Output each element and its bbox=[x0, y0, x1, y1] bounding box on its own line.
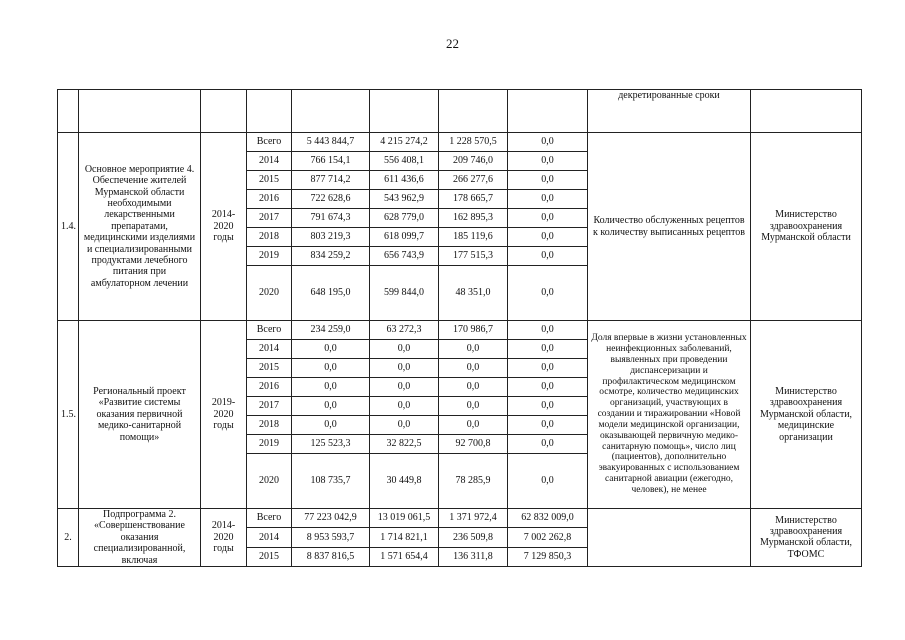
value-cell: 618 099,7 bbox=[370, 228, 439, 247]
total-cell: 8 953 593,7 bbox=[292, 528, 370, 547]
value-cell: 0,0 bbox=[508, 247, 588, 266]
value-cell: 611 436,6 bbox=[370, 171, 439, 190]
value-cell: 162 895,3 bbox=[439, 209, 508, 228]
value-cell: 4 215 274,2 bbox=[370, 133, 439, 152]
total-cell: 722 628,6 bbox=[292, 190, 370, 209]
value-cell: 0,0 bbox=[508, 190, 588, 209]
total-cell: 234 259,0 bbox=[292, 321, 370, 340]
total-cell: 834 259,2 bbox=[292, 247, 370, 266]
value-cell: 185 119,6 bbox=[439, 228, 508, 247]
value-cell: 1 371 972,4 bbox=[439, 509, 508, 528]
total-cell: 766 154,1 bbox=[292, 152, 370, 171]
value-cell: 266 277,6 bbox=[439, 171, 508, 190]
value-cell: 13 019 061,5 bbox=[370, 509, 439, 528]
year-cell: 2020 bbox=[247, 266, 292, 321]
value-cell: 62 832 009,0 bbox=[508, 509, 588, 528]
total-cell: 0,0 bbox=[292, 340, 370, 359]
section-period: 2014-2020 годы bbox=[201, 133, 247, 321]
year-cell: 2018 bbox=[247, 228, 292, 247]
value-cell: 0,0 bbox=[508, 152, 588, 171]
total-cell: 5 443 844,7 bbox=[292, 133, 370, 152]
value-cell: 177 515,3 bbox=[439, 247, 508, 266]
value-cell: 178 665,7 bbox=[439, 190, 508, 209]
year-cell: 2014 bbox=[247, 340, 292, 359]
value-cell: 1 228 570,5 bbox=[439, 133, 508, 152]
value-cell: 1 714 821,1 bbox=[370, 528, 439, 547]
value-cell: 0,0 bbox=[508, 133, 588, 152]
year-cell: Всего bbox=[247, 321, 292, 340]
value-cell: 136 311,8 bbox=[439, 547, 508, 566]
total-cell: 0,0 bbox=[292, 359, 370, 378]
value-cell: 628 779,0 bbox=[370, 209, 439, 228]
value-cell: 32 822,5 bbox=[370, 435, 439, 454]
total-cell: 0,0 bbox=[292, 416, 370, 435]
value-cell: 63 272,3 bbox=[370, 321, 439, 340]
total-cell: 648 195,0 bbox=[292, 266, 370, 321]
value-cell: 0,0 bbox=[508, 359, 588, 378]
value-cell: 170 986,7 bbox=[439, 321, 508, 340]
year-cell: 2020 bbox=[247, 454, 292, 509]
indicator-cell: Доля впервые в жизни установленных неинфекционных заболеваний, выявленных при проведении диспансеризации и профилактическом медицинском осмотре, количество медицинских организаций, участвующих в создании и тиражировании «Новой модели медицинской организации, оказывающей первичную медико-санитарную помощь», число лиц (пациентов), дополнительно эвакуированных с использованием санитарной авиации (ежегодно, человек), не менее bbox=[588, 321, 751, 509]
value-cell: 92 700,8 bbox=[439, 435, 508, 454]
year-cell: 2019 bbox=[247, 435, 292, 454]
value-cell: 0,0 bbox=[370, 340, 439, 359]
value-cell: 543 962,9 bbox=[370, 190, 439, 209]
year-cell: 2016 bbox=[247, 190, 292, 209]
value-cell: 0,0 bbox=[508, 416, 588, 435]
value-cell: 0,0 bbox=[439, 340, 508, 359]
total-cell: 803 219,3 bbox=[292, 228, 370, 247]
value-cell: 0,0 bbox=[508, 435, 588, 454]
year-cell: 2015 bbox=[247, 171, 292, 190]
executor-cell: Министерство здравоохранения Мурманской области, ТФОМС bbox=[751, 509, 862, 567]
executor-cell: Министерство здравоохранения Мурманской области, медицинские организации bbox=[751, 321, 862, 509]
section-period: 2019-2020 годы bbox=[201, 321, 247, 509]
year-cell: 2016 bbox=[247, 378, 292, 397]
table-row bbox=[58, 509, 862, 528]
value-cell: 78 285,9 bbox=[439, 454, 508, 509]
section-number: 1.5. bbox=[58, 321, 79, 509]
executor-cell: Министерство здравоохранения Мурманской области bbox=[751, 133, 862, 321]
total-cell: 77 223 042,9 bbox=[292, 509, 370, 528]
value-cell: 0,0 bbox=[508, 454, 588, 509]
value-cell: 0,0 bbox=[508, 378, 588, 397]
value-cell: 0,0 bbox=[508, 397, 588, 416]
value-cell: 48 351,0 bbox=[439, 266, 508, 321]
section-number: 2. bbox=[58, 509, 79, 567]
section-name: Региональный проект «Развитие системы оказания первичной медико-санитарной помощи» bbox=[79, 321, 201, 509]
value-cell: 0,0 bbox=[508, 321, 588, 340]
page-number: 22 bbox=[446, 36, 459, 51]
value-cell: 599 844,0 bbox=[370, 266, 439, 321]
value-cell: 7 002 262,8 bbox=[508, 528, 588, 547]
total-cell: 0,0 bbox=[292, 397, 370, 416]
year-cell: 2018 bbox=[247, 416, 292, 435]
total-cell: 8 837 816,5 bbox=[292, 547, 370, 566]
indicator-cell: Количество обслуженных рецептов к количеству выписанных рецептов bbox=[588, 133, 751, 321]
table-row bbox=[58, 133, 862, 152]
total-cell: 125 523,3 bbox=[292, 435, 370, 454]
value-cell: 656 743,9 bbox=[370, 247, 439, 266]
indicator-cell bbox=[588, 509, 751, 567]
year-cell: Всего bbox=[247, 133, 292, 152]
value-cell: 0,0 bbox=[439, 378, 508, 397]
year-cell: 2017 bbox=[247, 209, 292, 228]
year-cell: 2017 bbox=[247, 397, 292, 416]
value-cell: 0,0 bbox=[508, 340, 588, 359]
section-name: Подпрограмма 2. «Совершенствование оказания специализированной, включая bbox=[79, 509, 201, 567]
value-cell: 0,0 bbox=[439, 397, 508, 416]
total-cell: 108 735,7 bbox=[292, 454, 370, 509]
value-cell: 236 509,8 bbox=[439, 528, 508, 547]
year-cell: 2015 bbox=[247, 359, 292, 378]
table-row bbox=[58, 321, 862, 340]
section-period: 2014-2020 годы bbox=[201, 509, 247, 567]
value-cell: 1 571 654,4 bbox=[370, 547, 439, 566]
value-cell: 0,0 bbox=[508, 228, 588, 247]
total-cell: 877 714,2 bbox=[292, 171, 370, 190]
section-name: Основное мероприятие 4. Обеспечение жителей Мурманской области необходимыми лекарственными препаратами, медицинскими изделиями и специализированными продуктами лечебного питания при амбулаторном лечении bbox=[79, 133, 201, 321]
year-cell: 2014 bbox=[247, 152, 292, 171]
value-cell: 30 449,8 bbox=[370, 454, 439, 509]
total-cell: 791 674,3 bbox=[292, 209, 370, 228]
value-cell: 0,0 bbox=[508, 209, 588, 228]
table-row bbox=[58, 90, 862, 133]
value-cell: 0,0 bbox=[508, 171, 588, 190]
total-cell: 0,0 bbox=[292, 378, 370, 397]
value-cell: 556 408,1 bbox=[370, 152, 439, 171]
program-table bbox=[57, 89, 862, 567]
value-cell: 0,0 bbox=[508, 266, 588, 321]
year-cell: 2015 bbox=[247, 547, 292, 566]
value-cell: 0,0 bbox=[370, 378, 439, 397]
section-number: 1.4. bbox=[58, 133, 79, 321]
year-cell: 2019 bbox=[247, 247, 292, 266]
value-cell: 0,0 bbox=[370, 397, 439, 416]
value-cell: 0,0 bbox=[439, 359, 508, 378]
value-cell: 209 746,0 bbox=[439, 152, 508, 171]
indicator-cell: декретированные сроки bbox=[588, 90, 751, 133]
value-cell: 7 129 850,3 bbox=[508, 547, 588, 566]
value-cell: 0,0 bbox=[370, 359, 439, 378]
value-cell: 0,0 bbox=[439, 416, 508, 435]
year-cell: Всего bbox=[247, 509, 292, 528]
value-cell: 0,0 bbox=[370, 416, 439, 435]
year-cell: 2014 bbox=[247, 528, 292, 547]
